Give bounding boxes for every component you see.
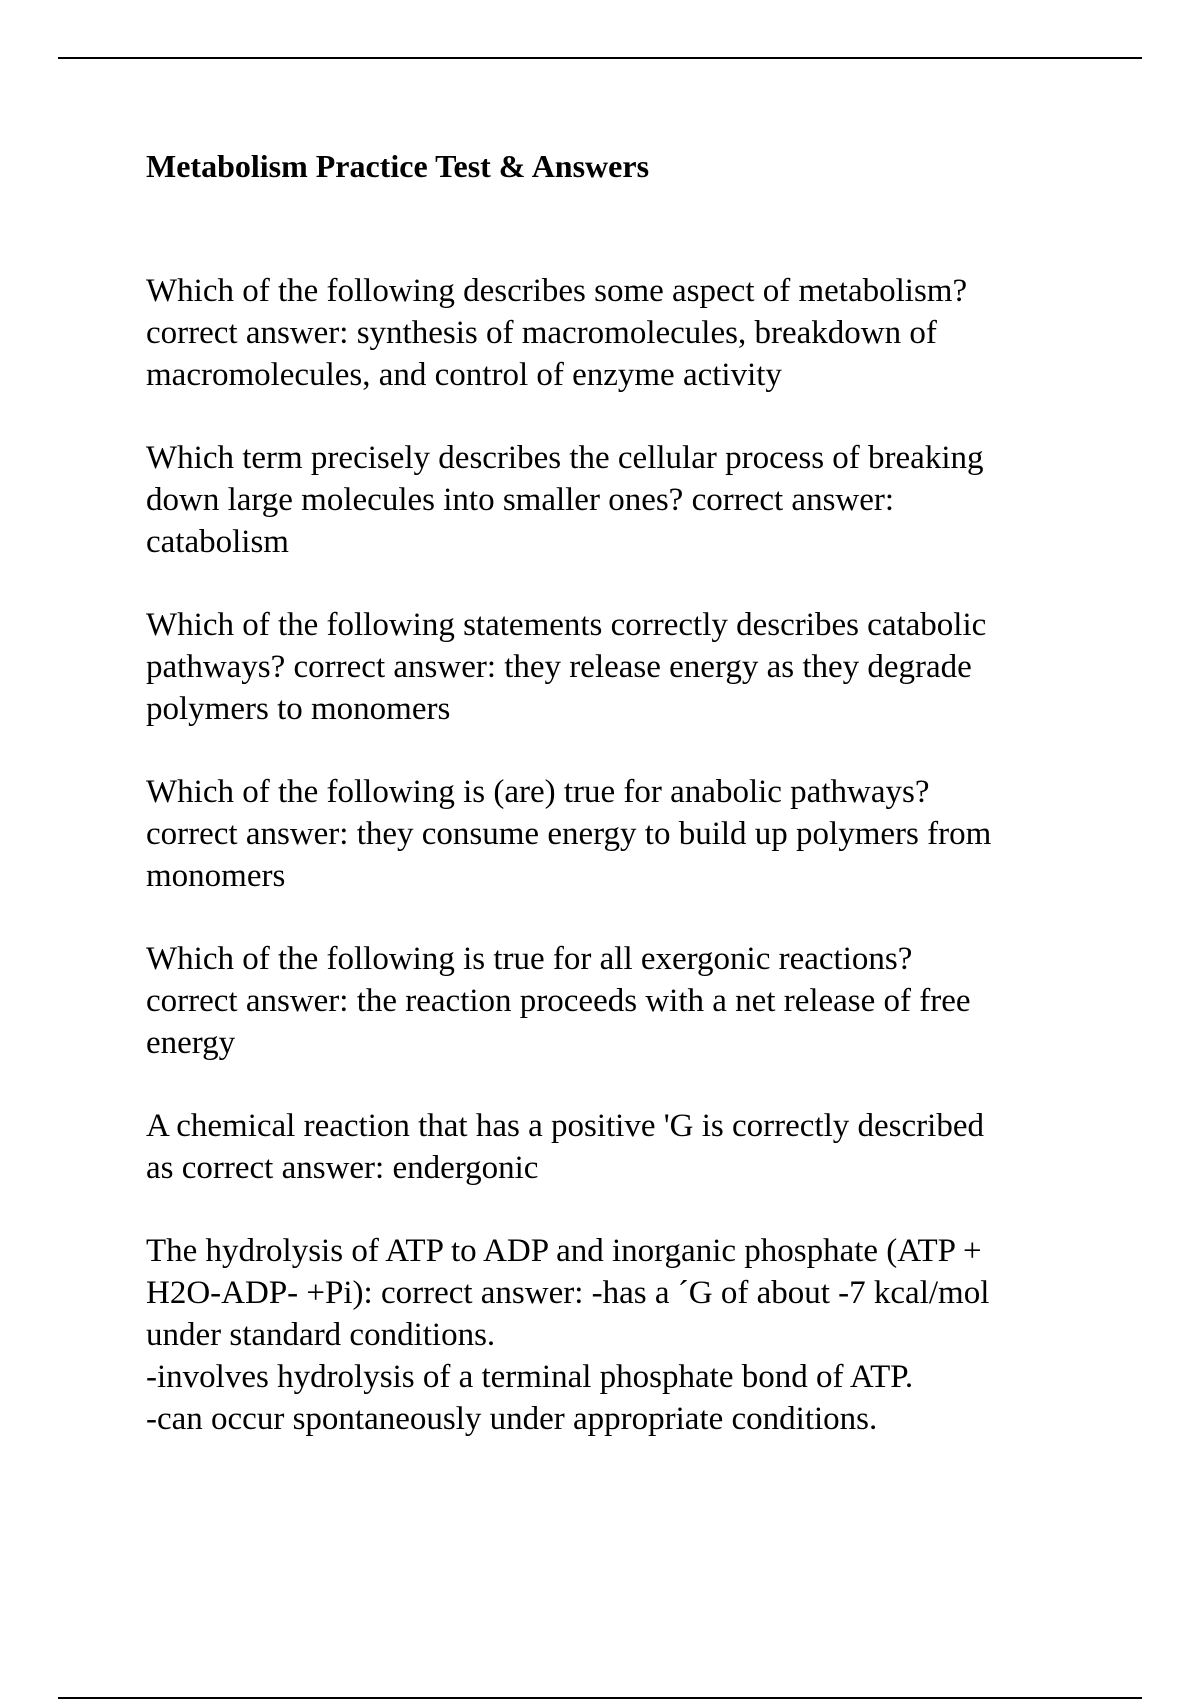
qa-item-1: Which of the following describes some aspect of metabolism? correct answer: synthesis of macromolecules, breakdown of macromolecules, and control of enzyme activity xyxy=(146,273,968,393)
qa-item-4: Which of the following is (are) true for anabolic pathways? correct answer: they consume energy to build up polymers from monomers xyxy=(146,774,992,894)
qa-item-6: A chemical reaction that has a positive 'G is correctly described as correct answer: endergonic xyxy=(146,1108,984,1186)
document-title: Metabolism Practice Test & Answers xyxy=(146,148,650,184)
header-divider xyxy=(58,57,1142,59)
qa-item-2: Which term precisely describes the cellular process of breaking down large molecules into smaller ones? correct answer: catabolism xyxy=(146,440,984,560)
qa-list xyxy=(146,270,1096,1440)
qa-item-3: Which of the following statements correctly describes catabolic pathways? correct answer: they release energy as they degrade polymers to monomers xyxy=(146,607,987,727)
qa-item-5: Which of the following is true for all exergonic reactions? correct answer: the reaction proceeds with a net release of free energy xyxy=(146,941,971,1061)
footer-divider xyxy=(58,1697,1142,1699)
qa-item-7: The hydrolysis of ATP to ADP and inorganic phosphate (ATP + H2O-ADP- +Pi): correct answer: -has a ´G of about -7 kcal/mol under standard conditions. -involves hydrolysis of a terminal phosphate bond of ATP. -can occur spontaneously under appropriate conditions. xyxy=(146,1233,990,1437)
